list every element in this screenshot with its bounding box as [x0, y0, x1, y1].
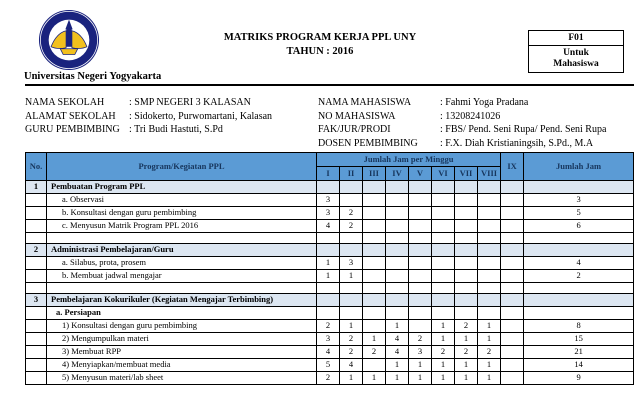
info-value: : FBS/ Pend. Seni Rupa/ Pend. Seni Rupa	[440, 124, 607, 135]
col-header-week: IV	[386, 167, 409, 181]
program-label-cell: 5) Menyusun materi/lab sheet	[47, 372, 317, 385]
info-label: NO MAHASISWA	[318, 110, 396, 122]
title-line-1: MATRIKS PROGRAM KERJA PPL UNY	[223, 32, 417, 43]
week-hours-cell: 1	[455, 359, 478, 372]
program-label-cell: Administrasi Pembelajaran/Guru	[47, 244, 317, 257]
program-row	[26, 372, 634, 385]
week-hours-cell	[340, 233, 363, 244]
week-hours-cell	[386, 181, 409, 194]
info-label: ALAMAT SEKOLAH	[25, 110, 116, 122]
week-hours-cell: 2	[409, 333, 432, 346]
week-hours-cell	[501, 181, 524, 194]
week-hours-cell	[340, 283, 363, 294]
row-no-cell	[26, 346, 47, 359]
week-hours-cell	[409, 233, 432, 244]
total-hours-cell: 8	[524, 320, 634, 333]
week-hours-cell: 1	[478, 372, 501, 385]
week-hours-cell: 2	[455, 346, 478, 359]
week-hours-cell	[432, 257, 455, 270]
info-value: : Fahmi Yoga Pradana	[440, 97, 529, 108]
info-label: GURU PEMBIMBING	[25, 124, 120, 135]
week-hours-cell	[363, 359, 386, 372]
week-hours-cell	[432, 244, 455, 257]
info-section	[25, 96, 632, 150]
week-hours-cell	[455, 283, 478, 294]
week-hours-cell: 4	[386, 333, 409, 346]
row-no-cell: 1	[26, 181, 47, 194]
week-hours-cell	[432, 283, 455, 294]
row-no-cell	[26, 283, 47, 294]
week-hours-cell	[386, 194, 409, 207]
week-hours-cell	[363, 320, 386, 333]
week-hours-cell	[409, 244, 432, 257]
week-hours-cell	[432, 220, 455, 233]
info-row-student-number	[318, 110, 632, 124]
row-no-cell	[26, 333, 47, 346]
week-hours-cell	[317, 181, 340, 194]
header-divider	[25, 84, 634, 86]
week-hours-cell: 2	[478, 346, 501, 359]
week-hours-cell: 1	[409, 359, 432, 372]
program-row	[26, 307, 634, 320]
week-hours-cell: 4	[317, 220, 340, 233]
week-hours-cell	[455, 294, 478, 307]
week-hours-cell	[478, 283, 501, 294]
week-hours-cell: 3	[340, 257, 363, 270]
program-label-cell: 3) Membuat RPP	[47, 346, 317, 359]
week-hours-cell	[409, 270, 432, 283]
week-hours-cell	[363, 207, 386, 220]
week-hours-cell	[455, 220, 478, 233]
program-label-cell: Pembuatan Program PPL	[47, 181, 317, 194]
row-no-cell	[26, 194, 47, 207]
week-hours-cell	[409, 283, 432, 294]
week-hours-cell: 1	[432, 333, 455, 346]
row-no-cell	[26, 257, 47, 270]
total-hours-cell	[524, 244, 634, 257]
week-hours-cell	[386, 257, 409, 270]
col-header-program: Program/Kegiatan PPL	[47, 153, 317, 181]
program-label-cell: b. Membuat jadwal mengajar	[47, 270, 317, 283]
week-hours-cell: 1	[409, 372, 432, 385]
week-hours-cell	[432, 207, 455, 220]
program-label-cell: 2) Mengumpulkan materi	[47, 333, 317, 346]
program-row	[26, 346, 634, 359]
week-hours-cell: 2	[455, 320, 478, 333]
total-hours-cell	[524, 307, 634, 320]
row-no-cell	[26, 270, 47, 283]
week-hours-cell	[340, 307, 363, 320]
program-label-cell: b. Konsultasi dengan guru pembimbing	[47, 207, 317, 220]
week-hours-cell: 1	[340, 270, 363, 283]
week-hours-cell	[317, 307, 340, 320]
week-hours-cell	[501, 244, 524, 257]
week-hours-cell	[501, 194, 524, 207]
program-label-cell: 4) Menyiapkan/membuat media	[47, 359, 317, 372]
program-row	[26, 333, 634, 346]
week-hours-cell	[432, 270, 455, 283]
info-row-dosen-pembimbing	[318, 137, 632, 151]
week-hours-cell	[363, 244, 386, 257]
info-right-column	[318, 96, 632, 150]
week-hours-cell	[363, 233, 386, 244]
week-hours-cell	[363, 294, 386, 307]
program-label-cell: a. Observasi	[47, 194, 317, 207]
week-hours-cell	[455, 244, 478, 257]
total-hours-cell: 15	[524, 333, 634, 346]
week-hours-cell	[386, 220, 409, 233]
table-header-row-1	[26, 153, 634, 167]
program-row	[26, 320, 634, 333]
program-label-cell: Pembelajaran Kokurikuler (Kegiatan Mengajar Terbimbing)	[47, 294, 317, 307]
week-hours-cell: 3	[409, 346, 432, 359]
week-hours-cell	[501, 346, 524, 359]
week-hours-cell: 1	[363, 333, 386, 346]
week-hours-cell	[455, 307, 478, 320]
week-hours-cell	[501, 257, 524, 270]
week-hours-cell: 1	[455, 333, 478, 346]
week-hours-cell: 1	[340, 320, 363, 333]
week-hours-cell	[501, 207, 524, 220]
week-hours-cell	[363, 307, 386, 320]
total-hours-cell: 2	[524, 270, 634, 283]
week-hours-cell: 2	[340, 220, 363, 233]
total-hours-cell: 9	[524, 372, 634, 385]
info-value: : F.X. Diah Kristianingsih, S.Pd., M.A	[440, 137, 594, 149]
col-header-week-9: IX	[501, 153, 524, 181]
program-label-cell	[47, 283, 317, 294]
total-hours-cell	[524, 283, 634, 294]
title-line-2: TAHUN : 2016	[286, 45, 354, 57]
week-hours-cell	[455, 194, 478, 207]
row-no-cell	[26, 307, 47, 320]
week-hours-cell	[386, 283, 409, 294]
week-hours-cell: 1	[363, 372, 386, 385]
week-hours-cell	[501, 372, 524, 385]
week-hours-cell: 5	[317, 359, 340, 372]
program-row	[26, 244, 634, 257]
week-hours-cell	[501, 320, 524, 333]
week-hours-cell: 1	[478, 359, 501, 372]
week-hours-cell	[409, 257, 432, 270]
week-hours-cell: 4	[317, 346, 340, 359]
week-hours-cell	[386, 307, 409, 320]
program-label-cell: a. Silabus, prota, prosem	[47, 257, 317, 270]
week-hours-cell	[386, 207, 409, 220]
week-hours-cell	[478, 194, 501, 207]
info-row-school-name	[25, 96, 318, 110]
info-row-school-address	[25, 110, 318, 124]
week-hours-cell: 2	[317, 372, 340, 385]
total-hours-cell: 21	[524, 346, 634, 359]
info-row-guru-pembimbing	[25, 123, 318, 137]
row-no-cell: 2	[26, 244, 47, 257]
info-row-faculty	[318, 123, 632, 137]
week-hours-cell: 1	[386, 320, 409, 333]
week-hours-cell	[317, 294, 340, 307]
week-hours-cell: 1	[386, 372, 409, 385]
total-hours-cell: 5	[524, 207, 634, 220]
total-hours-cell	[524, 294, 634, 307]
total-hours-cell	[524, 181, 634, 194]
week-hours-cell: 1	[317, 270, 340, 283]
week-hours-cell: 3	[317, 194, 340, 207]
week-hours-cell	[478, 257, 501, 270]
week-hours-cell	[363, 257, 386, 270]
col-header-week: VII	[455, 167, 478, 181]
week-hours-cell	[409, 181, 432, 194]
info-value: : SMP NEGERI 3 KALASAN	[129, 97, 251, 108]
week-hours-cell	[409, 320, 432, 333]
spacer-row	[26, 233, 634, 244]
week-hours-cell	[455, 233, 478, 244]
info-label: NAMA SEKOLAH	[25, 97, 105, 108]
info-left-column	[25, 96, 318, 150]
week-hours-cell	[409, 207, 432, 220]
week-hours-cell	[455, 270, 478, 283]
week-hours-cell: 2	[432, 346, 455, 359]
program-row	[26, 207, 634, 220]
week-hours-cell	[317, 283, 340, 294]
week-hours-cell: 1	[432, 320, 455, 333]
week-hours-cell	[478, 181, 501, 194]
week-hours-cell	[340, 194, 363, 207]
program-row	[26, 194, 634, 207]
row-no-cell	[26, 320, 47, 333]
week-hours-cell: 2	[340, 333, 363, 346]
col-header-total: Jumlah Jam	[524, 153, 634, 181]
week-hours-cell	[478, 220, 501, 233]
week-hours-cell: 4	[340, 359, 363, 372]
info-row-student-name	[318, 96, 632, 110]
col-header-week: V	[409, 167, 432, 181]
week-hours-cell	[432, 194, 455, 207]
week-hours-cell	[409, 307, 432, 320]
week-hours-cell	[478, 307, 501, 320]
week-hours-cell	[478, 294, 501, 307]
col-header-week: VI	[432, 167, 455, 181]
week-hours-cell	[501, 270, 524, 283]
week-hours-cell	[363, 194, 386, 207]
week-hours-cell	[501, 359, 524, 372]
col-header-week: VIII	[478, 167, 501, 181]
form-code: F01	[529, 31, 623, 46]
total-hours-cell: 6	[524, 220, 634, 233]
week-hours-cell: 1	[478, 320, 501, 333]
col-header-week: III	[363, 167, 386, 181]
week-hours-cell	[409, 294, 432, 307]
form-audience: Untuk Mahasiswa	[553, 48, 599, 69]
program-row	[26, 359, 634, 372]
week-hours-cell	[501, 283, 524, 294]
program-row	[26, 270, 634, 283]
week-hours-cell	[455, 181, 478, 194]
program-matrix-table	[25, 152, 634, 385]
week-hours-cell	[386, 233, 409, 244]
total-hours-cell: 3	[524, 194, 634, 207]
week-hours-cell: 2	[340, 346, 363, 359]
info-value: : 13208241026	[440, 110, 501, 122]
program-row	[26, 294, 634, 307]
week-hours-cell	[386, 294, 409, 307]
week-hours-cell: 1	[478, 333, 501, 346]
week-hours-cell: 1	[340, 372, 363, 385]
week-hours-cell	[432, 294, 455, 307]
week-hours-cell	[501, 307, 524, 320]
week-hours-cell	[409, 220, 432, 233]
week-hours-cell: 2	[317, 320, 340, 333]
row-no-cell	[26, 233, 47, 244]
spacer-row	[26, 283, 634, 294]
week-hours-cell	[478, 233, 501, 244]
week-hours-cell	[501, 233, 524, 244]
col-header-week: II	[340, 167, 363, 181]
week-hours-cell	[340, 181, 363, 194]
week-hours-cell	[432, 233, 455, 244]
row-no-cell: 3	[26, 294, 47, 307]
week-hours-cell	[363, 283, 386, 294]
week-hours-cell	[317, 233, 340, 244]
col-header-week-group: Jumlah Jam per Minggu	[317, 153, 501, 167]
week-hours-cell: 1	[317, 257, 340, 270]
week-hours-cell	[455, 207, 478, 220]
week-hours-cell: 3	[317, 207, 340, 220]
week-hours-cell: 1	[386, 359, 409, 372]
total-hours-cell	[524, 233, 634, 244]
info-label: FAK/JUR/PRODI	[318, 124, 391, 135]
program-row	[26, 257, 634, 270]
week-hours-cell	[386, 270, 409, 283]
program-label-cell: a. Persiapan	[47, 307, 317, 320]
total-hours-cell: 4	[524, 257, 634, 270]
week-hours-cell	[501, 333, 524, 346]
week-hours-cell	[317, 244, 340, 257]
week-hours-cell	[340, 244, 363, 257]
info-value: : Sidokerto, Purwomartani, Kalasan	[129, 110, 273, 122]
program-label-cell: 1) Konsultasi dengan guru pembimbing	[47, 320, 317, 333]
week-hours-cell: 1	[455, 372, 478, 385]
program-label-cell: c. Menyusun Matrik Program PPL 2016	[47, 220, 317, 233]
row-no-cell	[26, 359, 47, 372]
form-code-box	[528, 30, 624, 73]
week-hours-cell	[386, 244, 409, 257]
week-hours-cell	[501, 294, 524, 307]
row-no-cell	[26, 207, 47, 220]
week-hours-cell	[478, 270, 501, 283]
week-hours-cell	[363, 181, 386, 194]
info-label: NAMA MAHASISWA	[318, 97, 412, 108]
university-name: Universitas Negeri Yogyakarta	[24, 71, 162, 82]
row-no-cell	[26, 220, 47, 233]
week-hours-cell: 2	[340, 207, 363, 220]
week-hours-cell	[432, 181, 455, 194]
week-hours-cell	[478, 207, 501, 220]
week-hours-cell	[432, 307, 455, 320]
week-hours-cell	[340, 294, 363, 307]
week-hours-cell: 1	[432, 372, 455, 385]
week-hours-cell: 3	[317, 333, 340, 346]
week-hours-cell	[501, 220, 524, 233]
week-hours-cell	[363, 220, 386, 233]
week-hours-cell: 4	[386, 346, 409, 359]
week-hours-cell: 2	[363, 346, 386, 359]
info-label: DOSEN PEMBIMBING	[318, 137, 418, 149]
week-hours-cell	[478, 244, 501, 257]
info-value: : Tri Budi Hastuti, S.Pd	[129, 124, 223, 135]
total-hours-cell: 14	[524, 359, 634, 372]
week-hours-cell	[363, 270, 386, 283]
col-header-no: No.	[26, 153, 47, 181]
week-hours-cell	[455, 257, 478, 270]
week-hours-cell	[409, 194, 432, 207]
col-header-week: I	[317, 167, 340, 181]
program-row	[26, 181, 634, 194]
week-hours-cell: 1	[432, 359, 455, 372]
row-no-cell	[26, 372, 47, 385]
program-label-cell	[47, 233, 317, 244]
program-row	[26, 220, 634, 233]
